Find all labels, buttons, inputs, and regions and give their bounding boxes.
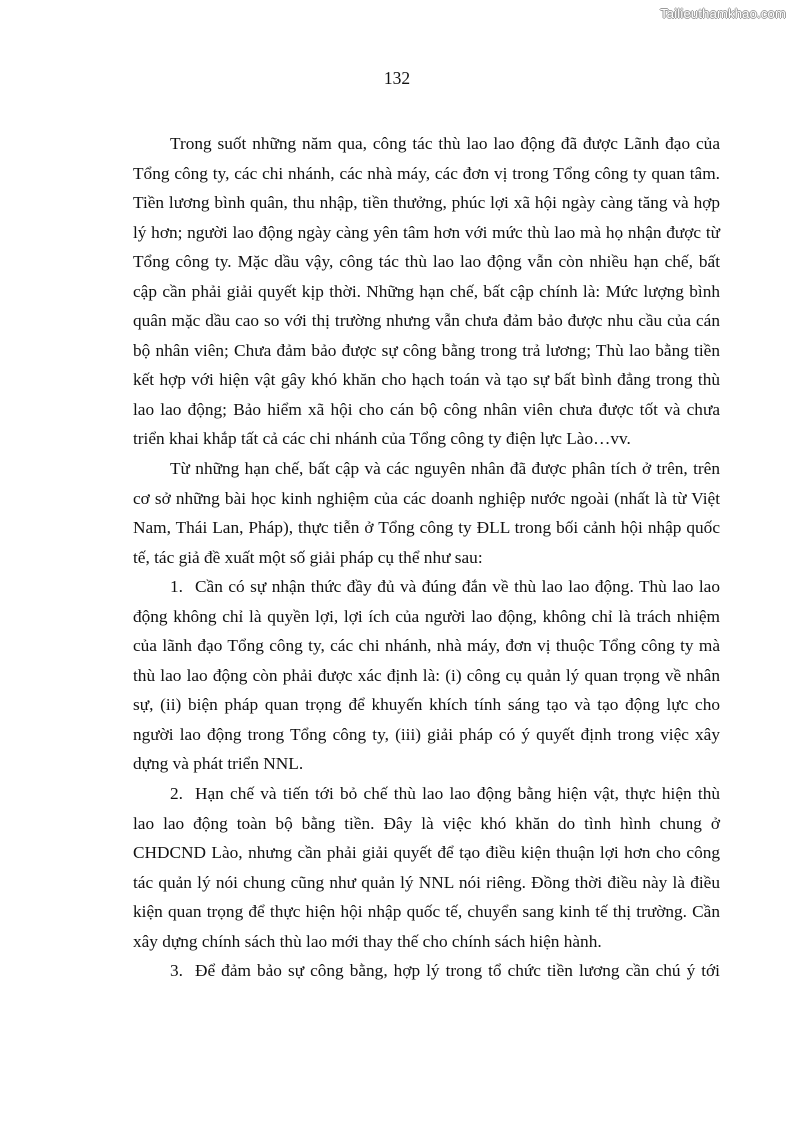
- text-line: tế, tác giả đề xuất một số giải pháp cụ thể như sau:: [133, 547, 483, 567]
- page-number: 132: [383, 68, 411, 88]
- text-line: cơ sở những bài học kinh nghiệm của các doanh nghiệp nước ngoài (nhất là từ Việt: [133, 488, 720, 508]
- text-line: [133, 779, 720, 809]
- watermark: Tailieuthamkhao.com: [660, 6, 786, 21]
- text-line: lao lao động; Bảo hiểm xã hội cho cán bộ công nhân viên chưa được tốt và chưa: [133, 399, 720, 419]
- numbered-item-1: [133, 572, 720, 779]
- list-number: 3.: [170, 961, 183, 981]
- text-line: kết hợp với hiện vật gây khó khăn cho hạch toán và tạo sự bất bình đẳng trong thù: [133, 370, 720, 390]
- text-line: kiện quan trọng để thực hiện hội nhập quốc tế, chuyển sang kinh tế thị trường. Cần: [133, 902, 720, 922]
- text-line: xây dựng chính sách thù lao mới thay thế cho chính sách hiện hành.: [133, 931, 602, 951]
- text-line: triển khai khắp tất cả các chi nhánh của Tổng công ty điện lực Lào…vv.: [133, 429, 631, 449]
- list-text: Để đảm bảo sự công bằng, hợp lý trong tổ chức tiền lương cần chú ý tới: [195, 961, 720, 981]
- document-body: [133, 129, 720, 986]
- text-line: tác quản lý nói chung cũng như quản lý NNL nói riêng. Đồng thời điều này là điều: [133, 872, 720, 892]
- text-line: Tổng công ty, các chi nhánh, các nhà máy, các đơn vị trong Tổng công ty quan tâm.: [133, 163, 720, 183]
- text-line: quân mặc dầu cao so với thị trường nhưng vẫn chưa đảm bảo được nhu cầu của cán: [133, 311, 720, 331]
- list-text: Hạn chế và tiến tới bỏ chế thù lao lao động bằng hiện vật, thực hiện thù: [195, 784, 720, 804]
- paragraph-1: [133, 129, 720, 454]
- text-line: Nam, Thái Lan, Pháp), thực tiễn ở Tổng công ty ĐLL trong bối cảnh hội nhập quốc: [133, 518, 720, 538]
- text-line: thù lao lao động còn phải được xác định là: (i) công cụ quản lý quan trọng về nhân: [133, 665, 720, 685]
- text-line: Tổng công ty. Mặc dầu vậy, công tác thù lao lao động vẫn còn nhiều hạn chế, bất: [133, 252, 720, 272]
- text-line: bộ nhân viên; Chưa đảm bảo được sự công bằng trong trả lương; Thù lao bằng tiền: [133, 340, 720, 360]
- list-text: Cần có sự nhận thức đầy đủ và đúng đắn về thù lao lao động. Thù lao lao: [195, 577, 720, 597]
- text-line: [133, 956, 720, 986]
- text-line: [133, 572, 720, 602]
- text-line: Tiền lương bình quân, thu nhập, tiền thưởng, phúc lợi xã hội ngày càng tăng và hợp: [133, 193, 720, 213]
- text-line: lý hơn; người lao động ngày càng yên tâm hơn với mức thù lao mà họ nhận được từ: [133, 222, 720, 242]
- text-line: CHDCND Lào, nhưng cần phải giải quyết để tạo điều kiện thuận lợi hơn cho công: [133, 843, 720, 863]
- text-line: Trong suốt những năm qua, công tác thù lao lao động đã được Lãnh đạo của: [170, 134, 720, 153]
- numbered-item-2: [133, 779, 720, 956]
- text-line: người lao động trong Tổng công ty, (iii) giải pháp có ý quyết định trong việc xây: [133, 724, 720, 744]
- numbered-item-3: [133, 956, 720, 986]
- list-number: 2.: [170, 784, 183, 804]
- text-line: của lãnh đạo Tổng công ty, các chi nhánh, nhà máy, đơn vị thuộc Tổng công ty mà: [133, 636, 720, 656]
- text-line: cập cần phải giải quyết kịp thời. Những hạn chế, bất cập chính là: Mức lượng bình: [133, 281, 720, 301]
- text-line: động không chỉ là quyền lợi, lợi ích của người lao động, không chỉ là trách nhiệm: [133, 606, 720, 626]
- paragraph-2: [133, 454, 720, 572]
- text-line: Từ những hạn chế, bất cập và các nguyên nhân đã được phân tích ở trên, trên: [170, 459, 720, 479]
- text-line: lao lao động toàn bộ bằng tiền. Đây là việc khó khăn do tình hình chung ở: [133, 813, 720, 833]
- text-line: sự, (ii) biện pháp quan trọng để khuyến khích tính sáng tạo và tạo động lực cho: [133, 695, 720, 715]
- text-line: dựng và phát triển NNL.: [133, 754, 304, 774]
- list-number: 1.: [170, 577, 183, 597]
